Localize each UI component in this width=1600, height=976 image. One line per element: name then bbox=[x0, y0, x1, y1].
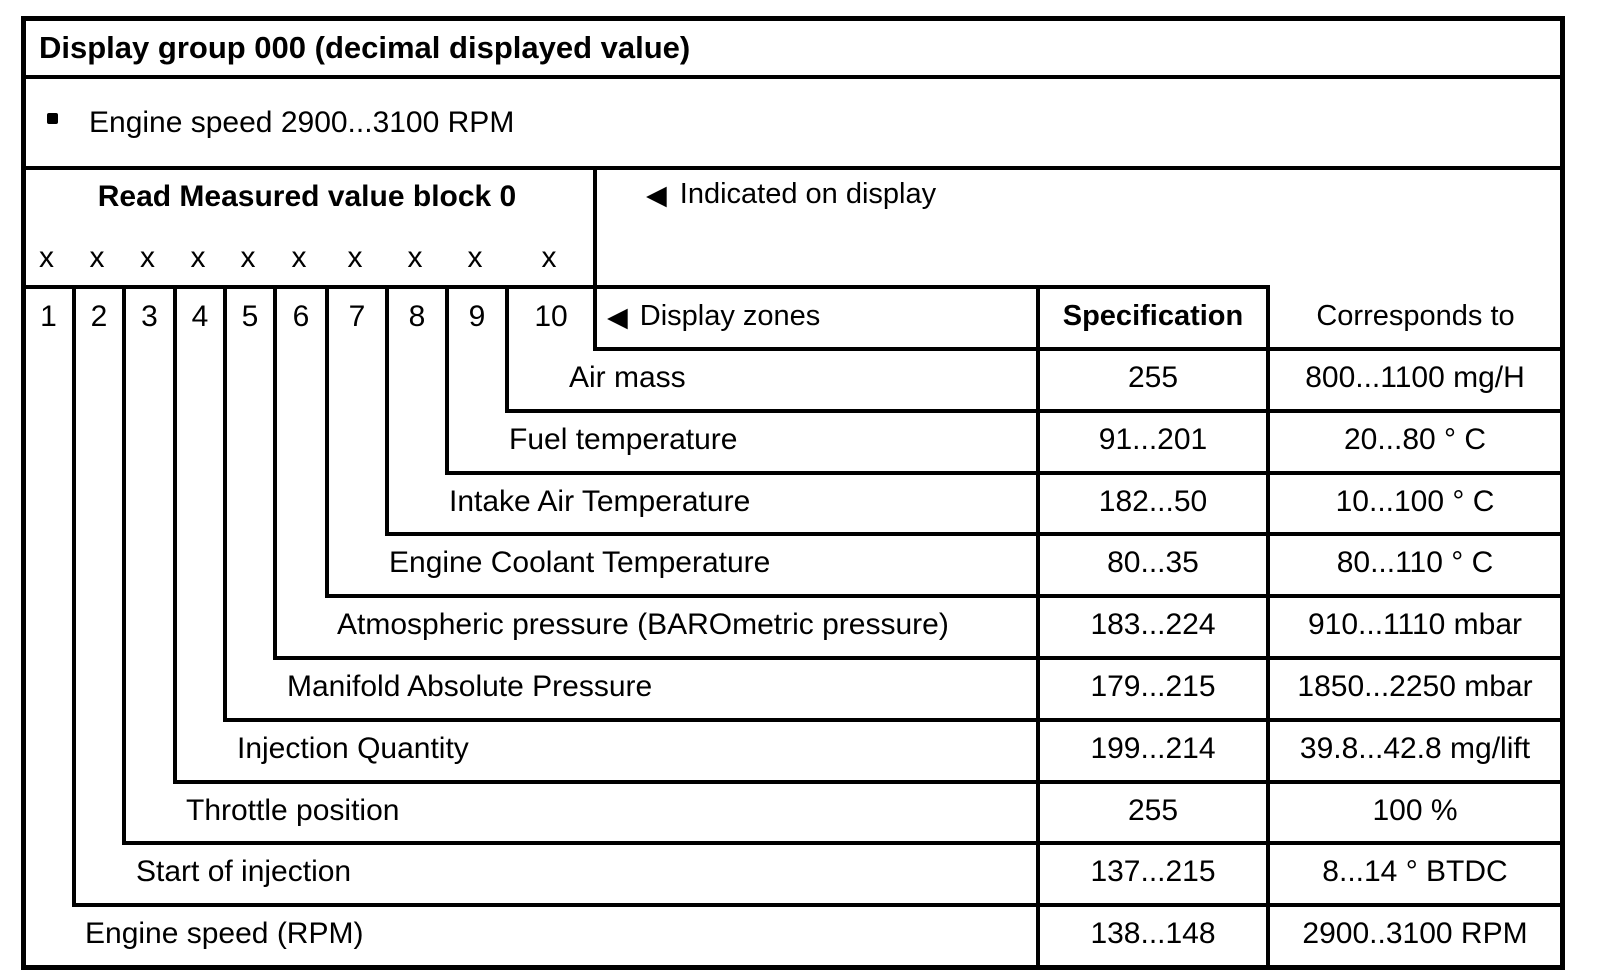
zone-number-cell: 3 bbox=[141, 300, 158, 333]
bullet-icon bbox=[47, 113, 58, 124]
row-corresponds: 20...80 ° C bbox=[1343, 422, 1487, 456]
row-label: Air mass bbox=[569, 361, 686, 394]
x-marker: x bbox=[467, 241, 483, 274]
x-marker: x bbox=[541, 241, 557, 274]
row-specification: 182...50 bbox=[1098, 484, 1208, 518]
x-marker: x bbox=[240, 241, 256, 274]
row-specification: 255 bbox=[1127, 361, 1179, 394]
row-corresponds: 39.8...42.8 mg/lift bbox=[1299, 731, 1531, 765]
x-marker: x bbox=[347, 241, 363, 274]
zone-number-cell: 10 bbox=[534, 300, 568, 333]
zone-number-cell: 9 bbox=[468, 300, 486, 333]
specification-header: Specification bbox=[1062, 300, 1244, 332]
row-corresponds: 100 % bbox=[1372, 793, 1458, 827]
x-marker: x bbox=[190, 241, 206, 274]
row-corresponds: 8...14 ° BTDC bbox=[1322, 855, 1508, 889]
x-marker: x bbox=[89, 241, 105, 274]
row-specification: 80...35 bbox=[1107, 546, 1199, 580]
row-label: Fuel temperature bbox=[509, 422, 738, 456]
zone-number-cell: 2 bbox=[90, 300, 108, 333]
row-label: Manifold Absolute Pressure bbox=[287, 670, 653, 703]
zone-number-cell: 5 bbox=[241, 300, 259, 333]
row-specification: 183...224 bbox=[1090, 608, 1216, 642]
page-title: Display group 000 (decimal displayed value) bbox=[39, 30, 691, 65]
x-marker: x bbox=[407, 241, 423, 274]
display-zones-text: Display zones bbox=[639, 299, 821, 332]
row-specification: 199...214 bbox=[1090, 731, 1216, 765]
corresponds-header: Corresponds to bbox=[1316, 300, 1515, 332]
left-arrow-icon: ◀ bbox=[607, 301, 628, 332]
x-marker: x bbox=[39, 241, 54, 274]
indicated-text: Indicated on display bbox=[679, 177, 937, 210]
grid-line bbox=[21, 75, 1565, 79]
row-corresponds: 1850...2250 mbar bbox=[1297, 670, 1533, 703]
row-specification: 255 bbox=[1127, 793, 1179, 827]
row-label: Start of injection bbox=[136, 855, 352, 889]
grid-line bbox=[21, 166, 1565, 170]
note-row bbox=[21, 79, 1587, 166]
left-arrow-icon: ◀ bbox=[646, 179, 667, 210]
row-specification: 137...215 bbox=[1090, 855, 1216, 889]
row-label: Engine Coolant Temperature bbox=[389, 546, 771, 580]
grid-line bbox=[593, 166, 597, 351]
measured-block-title: Read Measured value block 0 bbox=[97, 180, 517, 213]
note-text: Engine speed 2900...3100 RPM bbox=[89, 105, 515, 139]
grid-line bbox=[173, 285, 177, 784]
row-label: Intake Air Temperature bbox=[449, 484, 751, 518]
x-marker: x bbox=[291, 241, 307, 274]
row-corresponds: 800...1100 mg/H bbox=[1305, 361, 1525, 394]
display-zones-header bbox=[607, 285, 820, 347]
row-corresponds: 910...1110 mbar bbox=[1307, 608, 1523, 642]
row-specification: 138...148 bbox=[1090, 917, 1216, 951]
row-label: Injection Quantity bbox=[237, 731, 469, 765]
zone-number-cell: 6 bbox=[292, 300, 310, 333]
indicated-on-display-label bbox=[646, 170, 936, 218]
row-corresponds: 2900..3100 RPM bbox=[1302, 917, 1528, 951]
row-label: Throttle position bbox=[186, 793, 400, 827]
x-marker: x bbox=[140, 241, 155, 274]
row-label: Engine speed (RPM) bbox=[85, 917, 364, 951]
grid-line bbox=[72, 285, 76, 907]
zone-number-cell: 7 bbox=[348, 300, 366, 333]
row-specification: 91...201 bbox=[1098, 422, 1208, 456]
row-specification: 179...215 bbox=[1090, 670, 1216, 703]
row-corresponds: 80...110 ° C bbox=[1336, 546, 1494, 580]
zone-number-cell: 4 bbox=[191, 300, 209, 333]
grid-line bbox=[122, 285, 126, 845]
zone-number-cell: 1 bbox=[40, 300, 57, 333]
zone-number-cell: 8 bbox=[408, 300, 426, 333]
row-label: Atmospheric pressure (BAROmetric pressure) bbox=[337, 608, 949, 642]
row-corresponds: 10...100 ° C bbox=[1335, 484, 1495, 518]
